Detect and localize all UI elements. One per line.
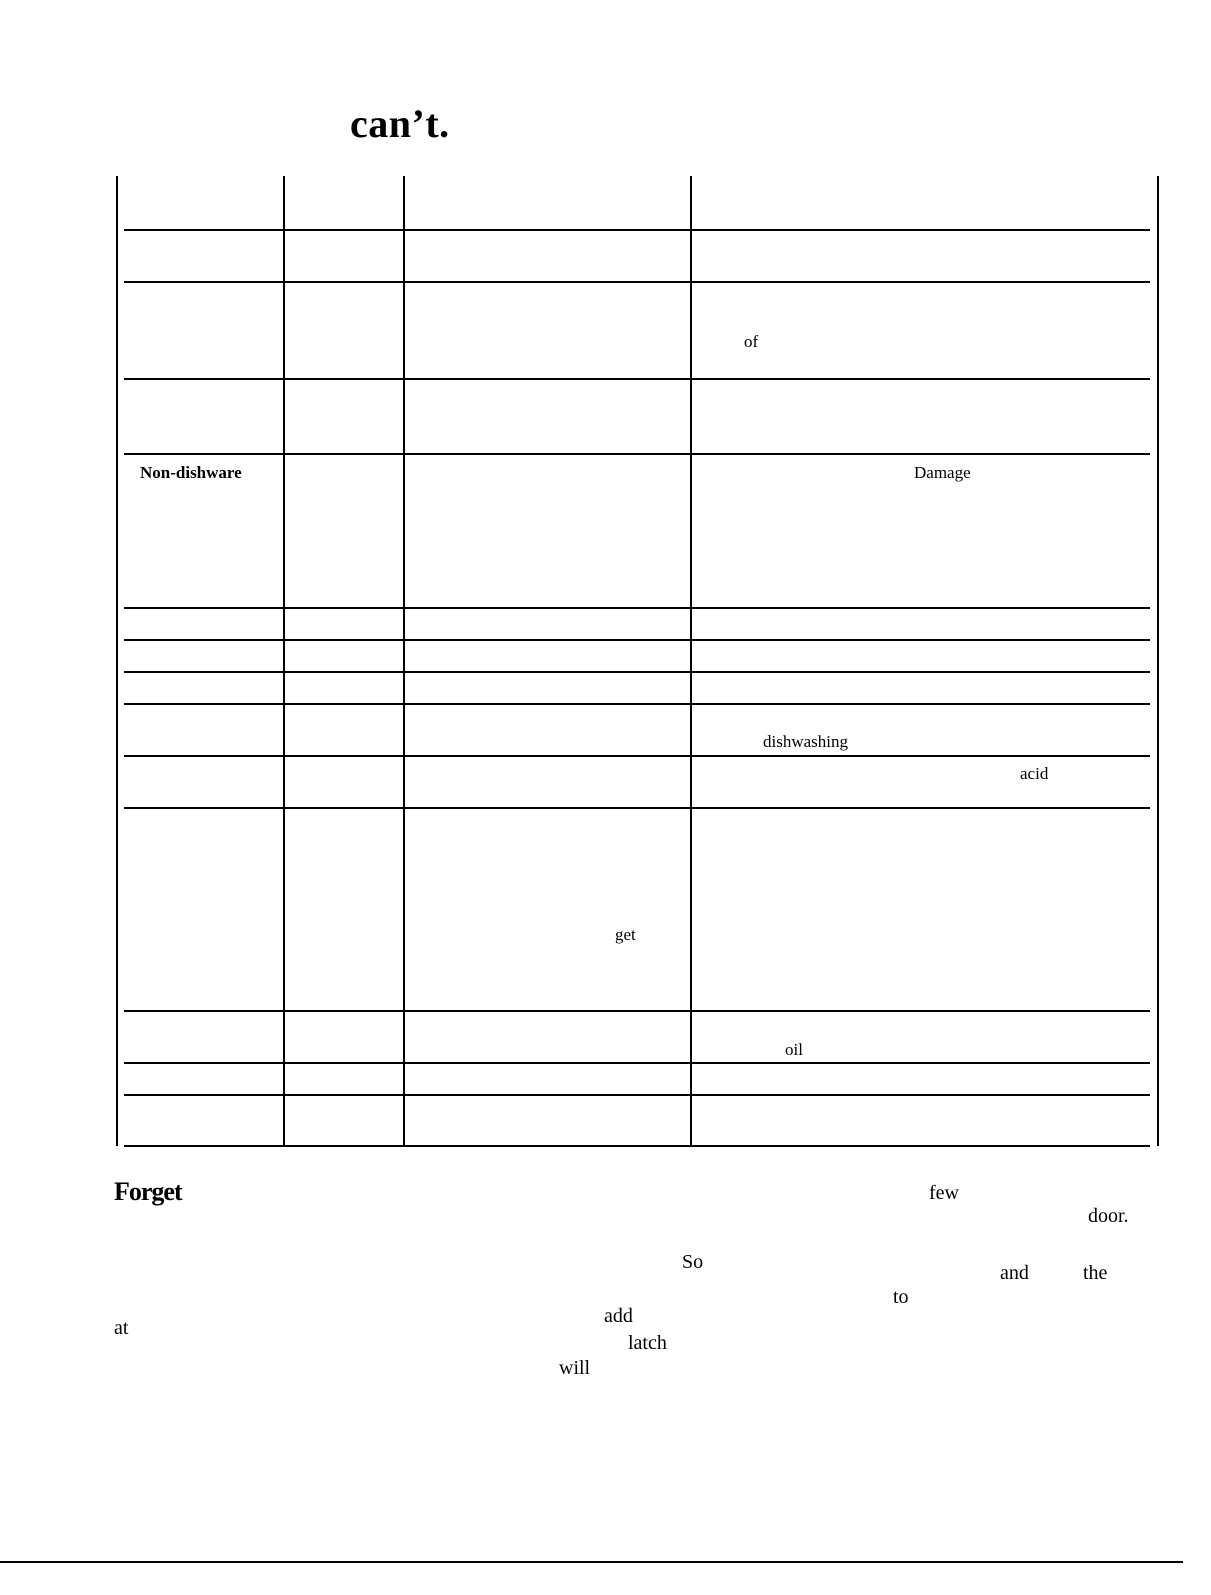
row-divider [124, 607, 1150, 609]
table-cell-text: Damage [914, 463, 971, 482]
table-border-bottom [124, 1145, 1150, 1147]
row-divider [124, 1062, 1150, 1064]
row-divider [124, 378, 1150, 380]
row-divider [124, 671, 1150, 673]
table-cell-text: oil [785, 1040, 803, 1059]
paragraph-word: to [893, 1286, 909, 1308]
paragraph-word: at [114, 1317, 129, 1339]
footer-rule [0, 1561, 1183, 1563]
paragraph-word: and [1000, 1262, 1029, 1284]
row-divider [124, 807, 1150, 809]
paragraph-word: So [682, 1251, 704, 1273]
table-cell-text: dishwashing [763, 732, 848, 751]
paragraph-word: few [929, 1182, 959, 1204]
row-divider [124, 639, 1150, 641]
table-border-right [1157, 176, 1159, 1146]
column-divider [403, 176, 405, 1146]
page-heading: can’t. [350, 101, 450, 146]
paragraph-word: door. [1088, 1205, 1129, 1227]
paragraph-word: latch [628, 1332, 667, 1354]
table-cell-text: acid [1020, 764, 1049, 783]
paragraph-word: the [1083, 1262, 1108, 1284]
row-divider [124, 229, 1150, 231]
paragraph-word: add [604, 1305, 633, 1327]
table-cell-text: get [615, 925, 636, 944]
table-row-label: Non-dishware [140, 463, 242, 482]
table-cell-text: of [744, 332, 759, 351]
row-divider [124, 281, 1150, 283]
column-divider [283, 176, 285, 1146]
row-divider [124, 755, 1150, 757]
row-divider [124, 1094, 1150, 1096]
row-divider [124, 1010, 1150, 1012]
row-divider [124, 703, 1150, 705]
paragraph-word: will [559, 1357, 591, 1379]
paragraph-word: Forget [114, 1177, 182, 1206]
table-border-left [116, 176, 118, 1146]
row-divider [124, 453, 1150, 455]
column-divider [690, 176, 692, 1146]
